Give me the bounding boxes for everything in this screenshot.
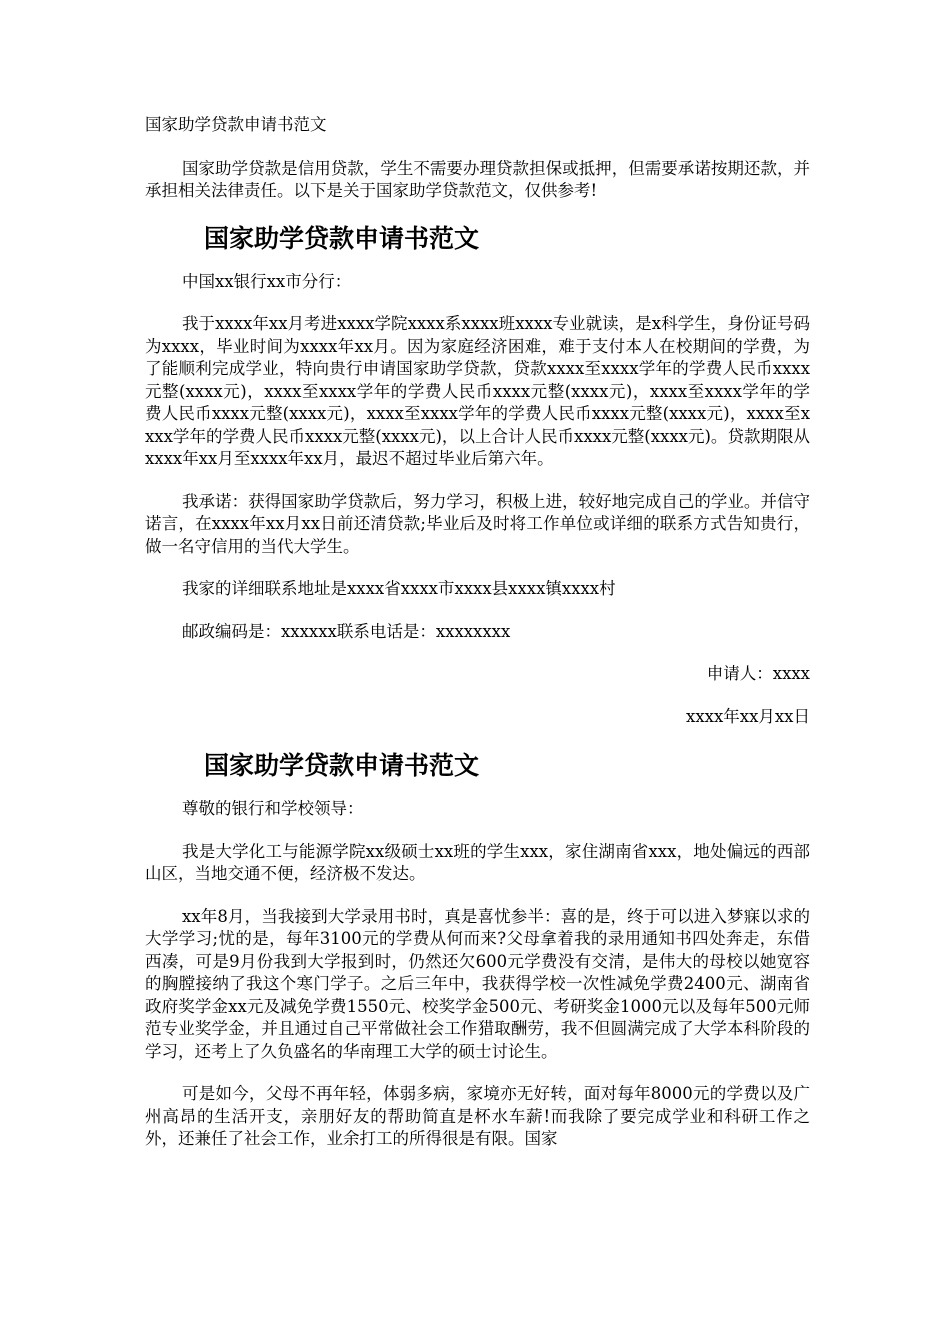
document-page xyxy=(145,114,810,1151)
letter1-heading: 国家助学贷款申请书范文 xyxy=(204,223,480,253)
letter1-contact: 邮政编码是：xxxxxx联系电话是：xxxxxxxx xyxy=(182,621,511,641)
letter1-salutation: 中国xx银行xx市分行： xyxy=(182,271,352,291)
letter1-paragraph: 我承诺：获得国家助学贷款后，努力学习，积极上进，较好地完成自己的学业。并信守诺言，在xxxx年xx月xx日前还清贷款;毕业后及时将工作单位或详细的联系方式告知贵行，做一名守信用的当代大学生。 xyxy=(145,491,810,556)
letter1-signature: 申请人：xxxx xyxy=(706,664,810,683)
letter2-paragraph: 可是如今，父母不再年轻，体弱多病，家境亦无好转，面对每年8000元的学费以及广州高昂的生活开支，亲朋好友的帮助简直是杯水车薪!而我除了要完成学业和科研工作之外，还兼任了社会工作，业余打工的所得很是有限。国家 xyxy=(145,1084,810,1148)
letter1-date: xxxx年xx月xx日 xyxy=(686,706,810,726)
letter2-paragraph: 我是大学化工与能源学院xx级硕士xx班的学生xxx，家住湖南省xxx，地处偏远的西部山区，当地交通不便，经济极不发达。 xyxy=(145,841,810,883)
intro-paragraph: 国家助学贷款是信用贷款，学生不需要办理贷款担保或抵押，但需要承诺按期还款，并承担相关法律责任。以下是关于国家助学贷款范文，仅供参考! xyxy=(145,158,810,200)
letter2-paragraph: xx年8月，当我接到大学录用书时，真是喜忧参半：喜的是，终于可以进入梦寐以求的大学学习;忧的是，每年3100元的学费从何而来?父母拿着我的录用通知书四处奔走，东借西凑，可是9月份我到大学报到时，仍然还欠600元学费没有交清，是伟大的母校以她宽容的胸膛接纳了我这个寒门学子。之后三年中，我获得学校一次性减免学费2400元、湖南省政府奖学金xx元及减免学费1550元、校奖学金500元、考研奖金1000元以及每年500元师范专业奖学金，并且通过自己平常做社会工作猎取酬劳，我不但圆满完成了大学本科阶段的学习，还考上了久负盛名的华南理工大学的硕士讨论生。 xyxy=(145,906,810,1061)
letter2-heading: 国家助学贷款申请书范文 xyxy=(204,751,480,780)
letter1-address: 我家的详细联系地址是xxxx省xxxx市xxxx县xxxx镇xxxx村 xyxy=(182,579,616,598)
letter1-paragraph: 我于xxxx年xx月考进xxxx学院xxxx系xxxx班xxxx专业就读，是x科学生，身份证号码为xxxx，毕业时间为xxxx年xx月。因为家庭经济困难，难于支付本人在校期间的学费，为了能顺利完成学业，特向贵行申请国家助学贷款，贷款xxxx至xxxx学年的学费人民币xxxx元整(xxxx元)，xxxx至xxxx学年的学费人民币xxxx元整(xxxx元)，xxxx至xxxx学年的学费人民币xxxx元整(xxxx元)，xxxx至xxxx学年的学费人民币xxxx元整(xxxx元)，xxxx至xxxx学年的学费人民币xxxx元整(xxxx元)，以上合计人民币xxxx元整(xxxx元)。贷款期限从xxxx年xx月至xxxx年xx月，最迟不超过毕业后第六年。 xyxy=(145,314,810,468)
document-title: 国家助学贷款申请书范文 xyxy=(145,115,327,134)
letter2-salutation: 尊敬的银行和学校领导： xyxy=(182,799,364,818)
